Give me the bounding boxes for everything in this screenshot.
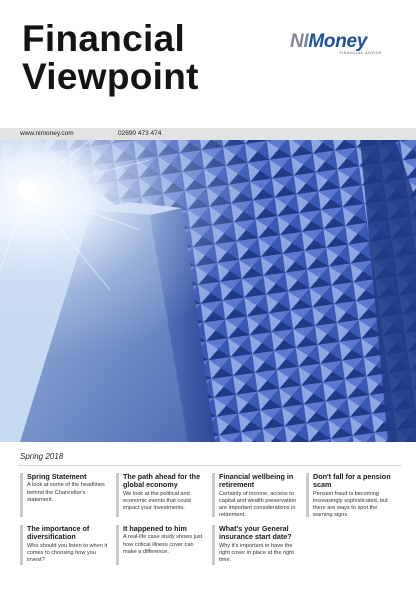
title-line-1: Financial xyxy=(22,18,186,59)
article-title: The path ahead for the global economy xyxy=(123,472,201,490)
article-title: What's your General insurance start date? xyxy=(219,524,292,542)
article-card[interactable] xyxy=(116,525,204,565)
phone-number: 02890 473 474 xyxy=(118,130,162,137)
article-summary: Who should you listen to when it comes to choosing how you invest? xyxy=(27,542,108,563)
hero-illustration xyxy=(0,140,416,442)
article-card[interactable] xyxy=(212,473,300,517)
article-summary: Why it's important to have the right cover in place at the right time. xyxy=(219,542,294,563)
article-summary: Certainty of income, access to capital and wealth preservation are important considerations in retirement. xyxy=(219,490,297,519)
article-title: Spring Statement xyxy=(27,472,87,481)
page-title xyxy=(22,20,199,96)
article-summary: A look at some of the headlines behind the Chancellor's statement. xyxy=(27,482,105,503)
title-line-2: Viewpoint xyxy=(22,56,199,97)
website-link[interactable]: www.nimoney.com xyxy=(20,130,74,137)
contact-bar xyxy=(0,128,416,140)
article-summary: We look at the political and economic events that could impact your investments. xyxy=(123,490,191,511)
article-title: Financial wellbeing in retirement xyxy=(219,472,294,490)
logo-tagline: FINANCIAL ADVICE xyxy=(339,51,382,55)
divider-top xyxy=(18,465,402,466)
edition-label: Spring 2018 xyxy=(20,452,64,461)
article-summary: A real-life case study shows just how critical illness cover can make a difference. xyxy=(123,534,203,555)
hero-image xyxy=(0,140,416,442)
article-card[interactable] xyxy=(306,473,394,517)
article-title: Don't fall for a pension scam xyxy=(313,472,391,490)
article-summary: Pension fraud is becoming increasingly sophisticated, but there are ways to spot the warning signs. xyxy=(313,490,388,519)
article-card[interactable] xyxy=(20,473,108,517)
article-title: The importance of diversification xyxy=(27,524,90,542)
article-title: It happened to him xyxy=(123,524,187,533)
article-card[interactable] xyxy=(116,473,204,517)
nimoney-logo xyxy=(290,32,390,60)
article-card[interactable] xyxy=(20,525,108,565)
logo-ni-text: NI xyxy=(290,31,309,52)
article-card[interactable] xyxy=(212,525,300,565)
logo-money-text: Money xyxy=(308,31,368,52)
